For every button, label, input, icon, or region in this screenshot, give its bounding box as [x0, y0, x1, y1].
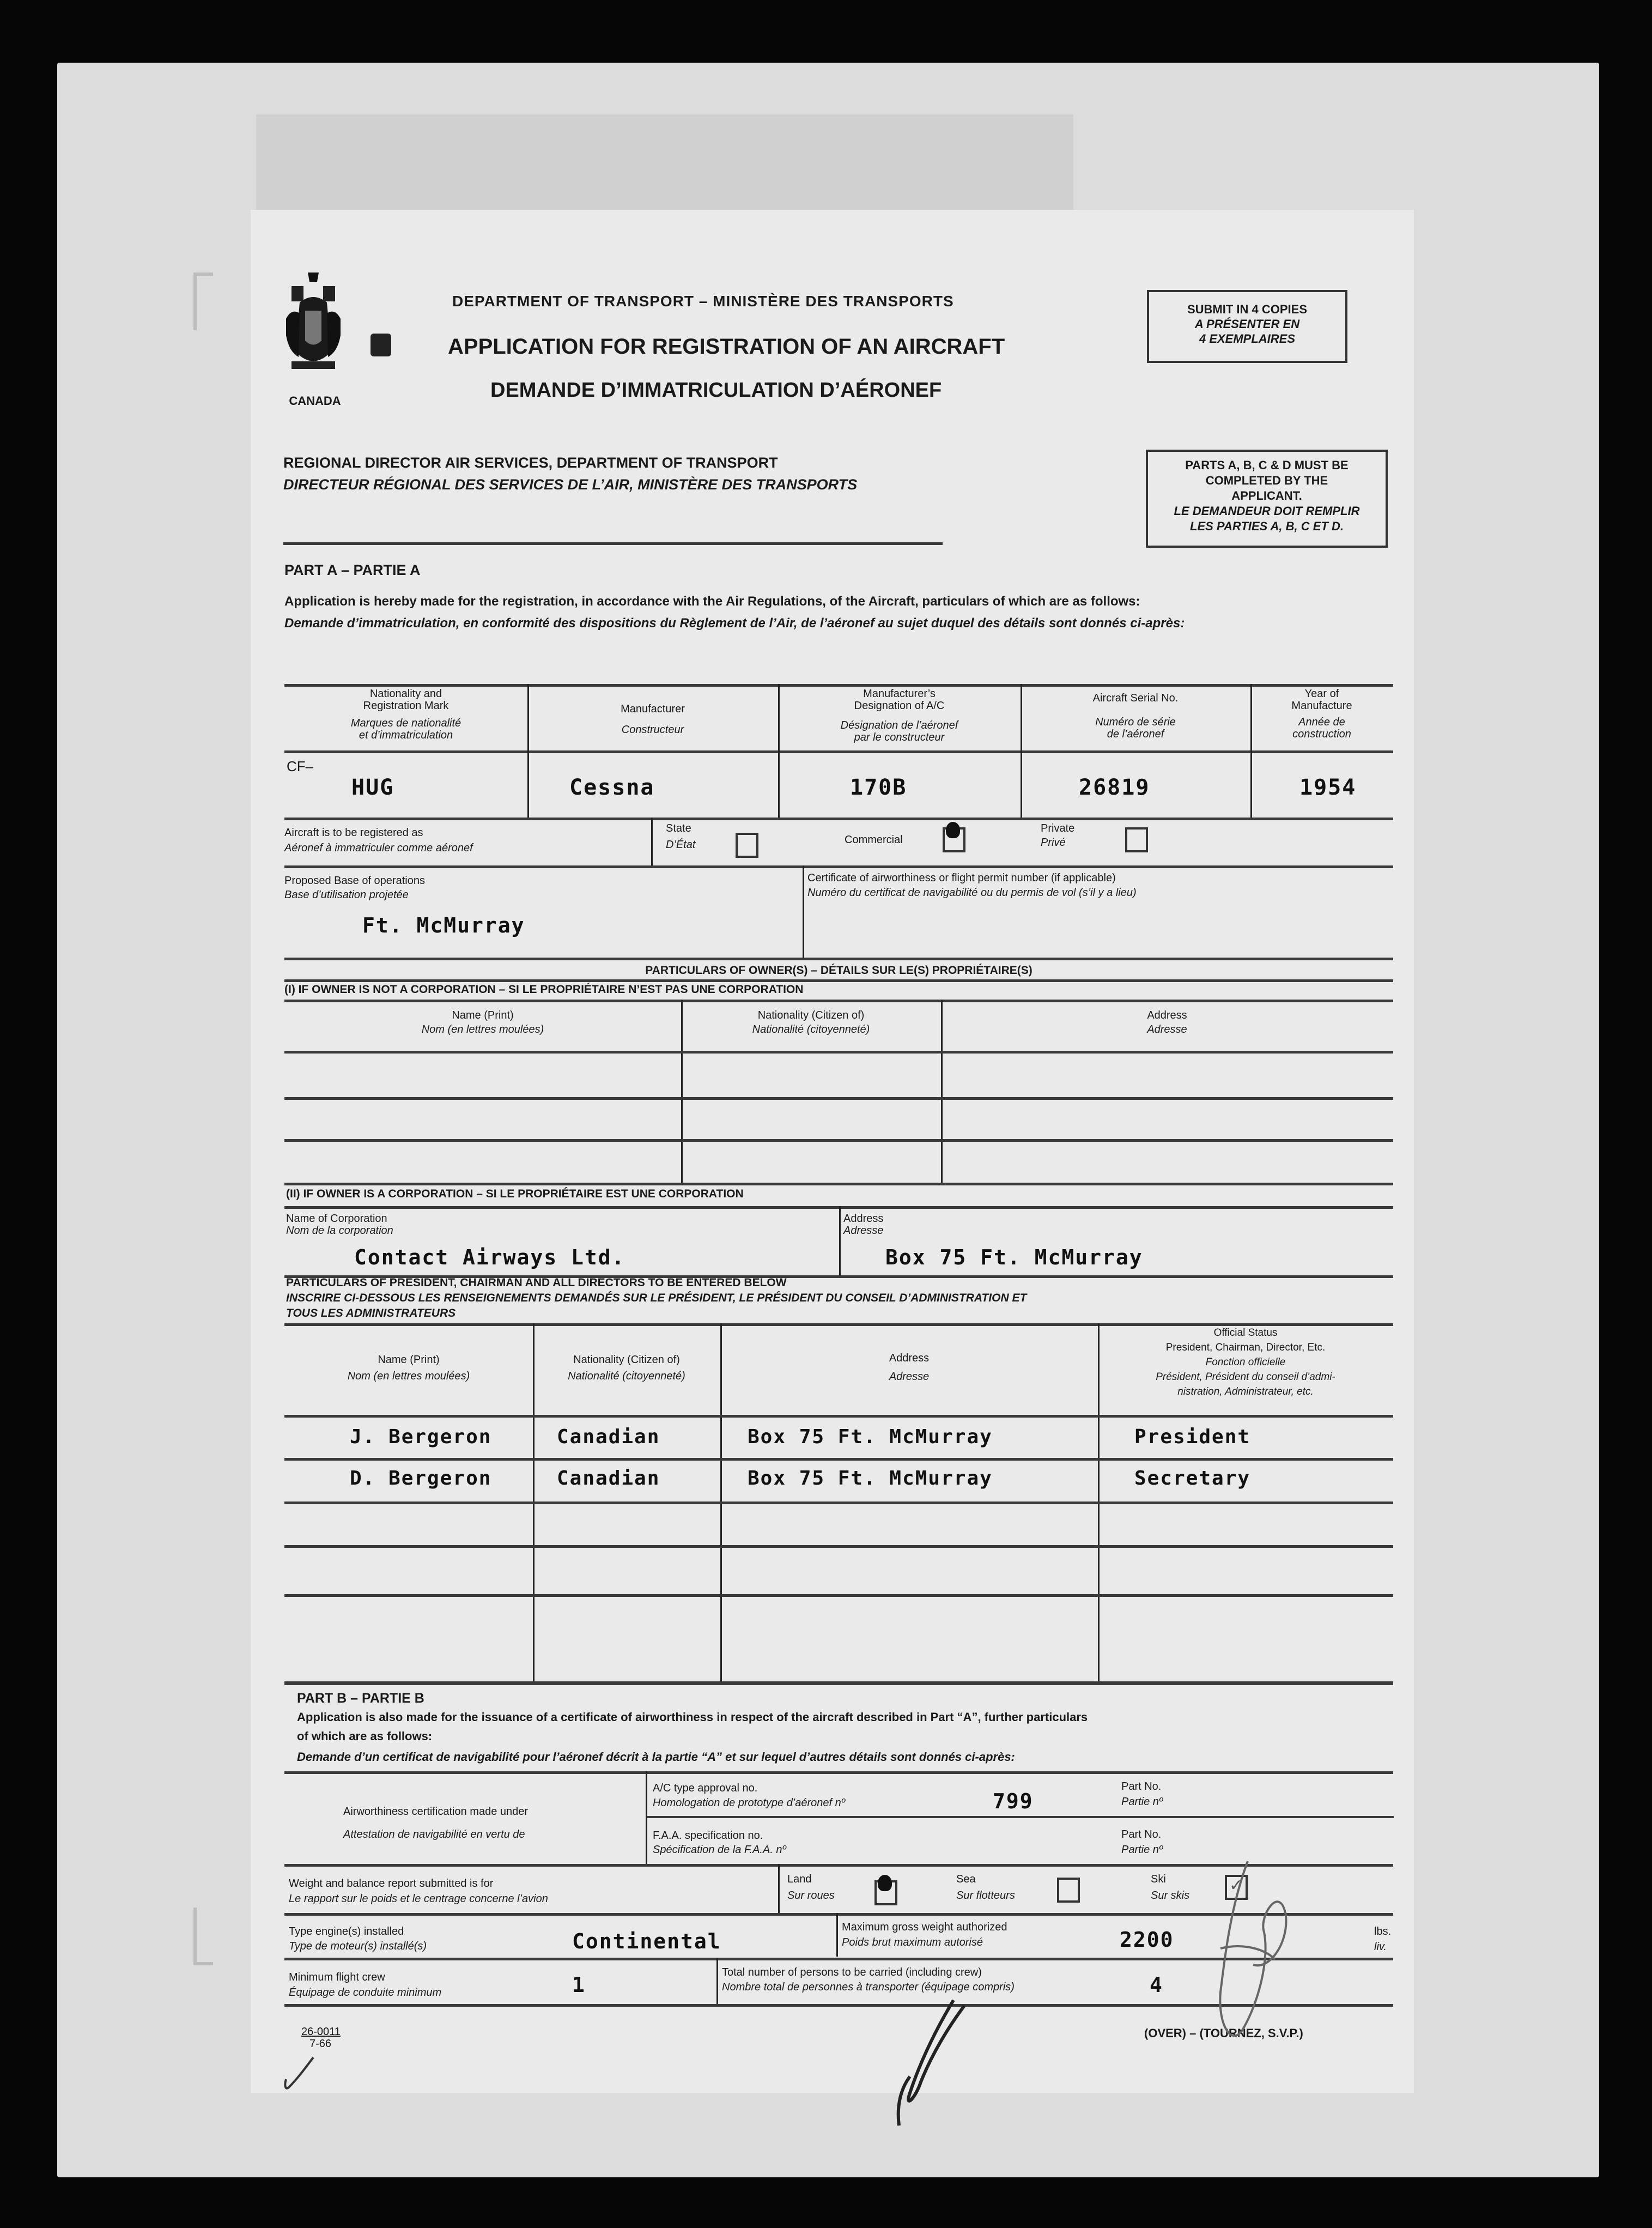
corner-bracket — [193, 1908, 213, 1965]
col-header-director-nationality — [533, 1352, 720, 1384]
table-rule — [284, 1000, 1393, 1002]
engine-value[interactable]: Continental — [572, 1929, 721, 1953]
col-header-en: Nationality (Citizen of) — [757, 1009, 865, 1021]
col-header-en: Name (Print) — [452, 1009, 514, 1021]
parts-notice-line: COMPLETED BY THE — [1205, 474, 1328, 487]
form-date: 7-66 — [309, 2038, 332, 2050]
table-rule — [647, 1816, 1394, 1818]
col-header-registration — [284, 688, 527, 741]
canada-coat-of-arms-icon — [283, 270, 343, 387]
weight-balance-label-en: Weight and balance report submitted is for — [289, 1878, 494, 1890]
corporation-address-value[interactable]: Box 75 Ft. McMurray — [885, 1245, 1143, 1269]
col-header-manufacturer — [527, 703, 778, 736]
director-status[interactable]: President — [1134, 1426, 1251, 1448]
col-header-fr: par le constructeur — [854, 731, 945, 743]
director-address[interactable]: Box 75 Ft. McMurray — [748, 1467, 993, 1490]
col-header-owner-nationality — [681, 1008, 941, 1037]
faa-label-fr: Spécification de la F.A.A. nº — [653, 1844, 786, 1856]
col-header-fr: Adresse — [1147, 1024, 1187, 1036]
part-no-label-fr: Partie nº — [1121, 1796, 1163, 1808]
check-mark-icon — [283, 2055, 316, 2093]
type-approval-label-fr: Homologation de prototype d’aéronef nº — [653, 1797, 846, 1809]
certification-label-en: Airworthiness certification made under — [343, 1806, 529, 1818]
col-header-fr: Nationalité (citoyenneté) — [568, 1370, 685, 1382]
addressee-line — [283, 542, 943, 545]
min-crew-value[interactable]: 1 — [572, 1973, 586, 1997]
initials-signature-icon — [1188, 1850, 1297, 2057]
option-ski-label: Ski — [1151, 1873, 1166, 1885]
col-header-owner-name — [284, 1008, 681, 1037]
owner-row[interactable] — [284, 1054, 1393, 1097]
directors-heading-fr: TOUS LES ADMINISTRATEURS — [286, 1307, 456, 1319]
corporation-address-label-fr: Adresse — [843, 1225, 884, 1237]
copies-notice-line: A PRÉSENTER EN — [1194, 317, 1300, 331]
director-address[interactable]: Box 75 Ft. McMurray — [748, 1426, 993, 1448]
weight-balance-label-fr: Le rapport sur le poids et le centrage concerne l’avion — [289, 1893, 548, 1905]
col-header-en: Aircraft Serial No. — [1092, 692, 1179, 704]
director-nationality[interactable]: Canadian — [557, 1467, 660, 1490]
table-rule — [284, 1771, 1393, 1774]
max-weight-unit-en: lbs. — [1374, 1926, 1392, 1938]
registered-as-label-fr: Aéronef à immatriculer comme aéronef — [284, 842, 473, 854]
option-state-label-fr: D’État — [666, 839, 696, 851]
parts-notice-line: APPLICANT. — [1231, 489, 1302, 502]
owner-row[interactable] — [284, 1142, 1393, 1181]
col-header-fr: Nom (en lettres moulées) — [421, 1024, 544, 1036]
copies-notice-line: 4 EXEMPLAIRES — [1199, 332, 1296, 346]
addressee-fr: DIRECTEUR RÉGIONAL DES SERVICES DE L’AIR, MINISTÈRE DES TRANSPORTS — [283, 476, 858, 493]
owner-row[interactable] — [284, 1100, 1393, 1139]
type-approval-label-en: A/C type approval no. — [653, 1782, 758, 1794]
corporation-name-label-fr: Nom de la corporation — [286, 1225, 393, 1237]
sea-checkbox[interactable] — [1057, 1878, 1080, 1903]
signature-icon — [872, 1995, 981, 2131]
country-label: CANADA — [289, 394, 341, 408]
col-header-en: Address — [1147, 1009, 1187, 1021]
registration-prefix: CF– — [287, 758, 314, 774]
director-nationality[interactable]: Canadian — [557, 1426, 660, 1448]
col-header-serial — [1021, 692, 1250, 740]
director-row[interactable] — [284, 1597, 1393, 1681]
table-divider — [839, 1206, 841, 1277]
col-header-designation — [778, 688, 1021, 743]
land-checkbox[interactable] — [874, 1880, 897, 1905]
parts-notice-line: LES PARTIES A, B, C ET D. — [1190, 519, 1344, 533]
min-crew-label-en: Minimum flight crew — [289, 1971, 385, 1983]
col-header-fr: et d’immatriculation — [359, 729, 453, 741]
manufacturer-value[interactable]: Cessna — [569, 775, 655, 800]
table-rule — [284, 818, 1393, 820]
col-header-fr: Marques de nationalité — [350, 717, 461, 729]
col-header-fr: Désignation de l’aéronef — [840, 719, 958, 731]
year-value[interactable]: 1954 — [1299, 775, 1357, 800]
commercial-checkbox[interactable] — [943, 827, 965, 852]
type-approval-value[interactable]: 799 — [993, 1789, 1034, 1813]
max-weight-unit-fr: liv. — [1374, 1941, 1387, 1953]
total-persons-value[interactable]: 4 — [1150, 1973, 1163, 1997]
table-rule — [284, 1681, 1393, 1685]
certificate-field[interactable] — [817, 905, 1384, 948]
col-header-en: Manufacturer — [621, 703, 685, 715]
department-title: DEPARTMENT OF TRANSPORT – MINISTÈRE DES TRANSPORTS — [452, 293, 954, 310]
part-b-intro-fr: Demande d’un certificat de navigabilité pour l’aéronef décrit à la partie “A” et sur lequel d’autres détails sont donnés ci-après: — [297, 1750, 1015, 1764]
col-header-sub-fr: nistration, Administrateur, etc. — [1177, 1386, 1314, 1397]
engine-label-en: Type engine(s) installed — [289, 1926, 404, 1938]
col-header-en: Address — [889, 1352, 930, 1364]
registration-mark-value[interactable]: HUG — [351, 775, 394, 800]
table-divider — [716, 1958, 718, 2004]
col-header-en: Designation of A/C — [854, 700, 945, 712]
directors-heading-en: PARTICULARS OF PRESIDENT, CHAIRMAN AND ALL DIRECTORS TO BE ENTERED BELOW — [286, 1276, 787, 1289]
form-number: 26-0011 — [301, 2026, 341, 2038]
col-header-fr: Adresse — [889, 1371, 930, 1383]
col-header-en: Name (Print) — [378, 1354, 440, 1366]
min-crew-label-fr: Équipage de conduite minimum — [289, 1987, 442, 1999]
registered-as-label-en: Aircraft is to be registered as — [284, 827, 423, 839]
table-divider — [651, 818, 653, 867]
corporation-heading: (II) IF OWNER IS A CORPORATION – SI LE PROPRIÉTAIRE EST UNE CORPORATION — [286, 1188, 744, 1200]
col-header-director-name — [284, 1352, 533, 1384]
part-b-intro-en-2: of which are as follows: — [297, 1729, 433, 1743]
option-ski-label-fr: Sur skis — [1151, 1890, 1190, 1902]
faa-spec-field[interactable] — [926, 1826, 1106, 1856]
option-land-label: Land — [787, 1873, 812, 1885]
option-land-label-fr: Sur roues — [787, 1890, 835, 1902]
corner-bracket — [193, 273, 213, 330]
copies-notice-line: SUBMIT IN 4 COPIES — [1187, 302, 1308, 316]
part-b-intro-en: Application is also made for the issuance of a certificate of airworthiness in respect of the aircraft described in Part “A”, further particulars — [297, 1710, 1088, 1724]
owners-heading: PARTICULARS OF OWNER(S) – DÉTAILS SUR LE(S) PROPRIÉTAIRE(S) — [645, 964, 1032, 977]
option-private-label: Private — [1041, 822, 1075, 834]
col-header-official-status — [1098, 1325, 1393, 1399]
individual-owner-heading: (I) IF OWNER IS NOT A CORPORATION – SI LE PROPRIÉTAIRE N’EST PAS UNE CORPORATION — [284, 983, 804, 996]
director-name[interactable]: D. Bergeron — [350, 1467, 492, 1490]
base-label-fr: Base d’utilisation projetée — [284, 889, 409, 901]
faa-label-en: F.A.A. specification no. — [653, 1830, 763, 1842]
col-header-fr: construction — [1292, 728, 1351, 740]
max-weight-value[interactable]: 2200 — [1120, 1928, 1174, 1952]
col-header-sub-fr: Président, Président du conseil d’admi- — [1156, 1371, 1335, 1383]
option-private-label-fr: Privé — [1041, 837, 1066, 849]
option-state-label: State — [666, 822, 691, 834]
state-checkbox[interactable] — [736, 833, 758, 858]
part-no-label-en: Part No. — [1121, 1781, 1162, 1793]
private-checkbox[interactable] — [1125, 827, 1148, 852]
director-name[interactable]: J. Bergeron — [350, 1426, 492, 1448]
part-a-heading: PART A – PARTIE A — [284, 562, 421, 578]
col-header-fr: Année de — [1298, 716, 1345, 728]
part-no-label-fr: Partie nº — [1121, 1844, 1163, 1856]
designation-value[interactable]: 170B — [850, 775, 907, 800]
director-row[interactable] — [284, 1548, 1393, 1594]
form-title-fr: DEMANDE D’IMMATRICULATION D’AÉRONEF — [490, 379, 942, 402]
option-sea-label-fr: Sur flotteurs — [956, 1890, 1015, 1902]
col-header-en: Registration Mark — [363, 700, 449, 712]
part-a-intro-en: Application is hereby made for the registration, in accordance with the Air Regulations, of the Aircraft, particulars of which are as follows: — [284, 594, 1140, 609]
certificate-label-en: Certificate of airworthiness or flight permit number (if applicable) — [807, 872, 1116, 884]
col-header-sub-en: President, Chairman, Director, Etc. — [1165, 1342, 1326, 1353]
corporation-name-value[interactable]: Contact Airways Ltd. — [354, 1245, 625, 1269]
option-sea-label: Sea — [956, 1873, 976, 1885]
col-header-fr: Nom (en lettres moulées) — [347, 1370, 470, 1382]
col-header-en: Official Status — [1213, 1327, 1278, 1339]
scan-shadow — [256, 114, 1073, 213]
director-row[interactable] — [284, 1461, 1393, 1502]
parts-notice-line: LE DEMANDEUR DOIT REMPLIR — [1174, 504, 1360, 518]
option-commercial-label: Commercial — [845, 834, 903, 846]
col-header-en: Nationality and — [369, 688, 442, 700]
total-persons-label-en: Total number of persons to be carried (including crew) — [722, 1966, 982, 1978]
table-rule — [284, 865, 1393, 868]
col-header-fr: Constructeur — [621, 724, 684, 736]
table-divider — [778, 1864, 780, 1913]
corporation-address-label-en: Address — [843, 1213, 884, 1225]
table-divider — [803, 865, 804, 958]
total-persons-label-fr: Nombre total de personnes à transporter (équipage compris) — [722, 1981, 1015, 1993]
engine-label-fr: Type de moteur(s) installé(s) — [289, 1940, 427, 1952]
certification-label-fr: Attestation de navigabilité en vertu de — [343, 1829, 525, 1840]
col-header-en: Year of — [1304, 688, 1339, 700]
table-divider — [836, 1913, 838, 1957]
col-header-fr: Numéro de série — [1095, 716, 1176, 728]
col-header-fr: Nationalité (citoyenneté) — [752, 1024, 870, 1036]
director-row[interactable] — [284, 1417, 1393, 1458]
col-header-en: Manufacturer’s — [863, 688, 936, 700]
certificate-label-fr: Numéro du certificat de navigabilité ou du permis de vol (s’il y a lieu) — [807, 887, 1137, 899]
table-rule — [284, 684, 1393, 687]
part-a-intro-fr: Demande d’immatriculation, en conformité des dispositions du Règlement de l’Air, de l’aéronef au sujet duquel des détails sont donnés ci-après: — [284, 616, 1185, 631]
col-header-owner-address — [941, 1008, 1393, 1037]
base-value[interactable]: Ft. McMurray — [362, 913, 525, 937]
max-weight-label-en: Maximum gross weight authorized — [842, 1921, 1007, 1933]
base-label-en: Proposed Base of operations — [284, 875, 425, 887]
max-weight-label-fr: Poids brut maximum autorisé — [842, 1936, 983, 1948]
col-header-year — [1250, 688, 1393, 740]
col-header-fr: de l’aéronef — [1107, 728, 1164, 740]
table-rule — [284, 750, 1393, 753]
director-row[interactable] — [284, 1504, 1393, 1545]
parts-notice-line: PARTS A, B, C & D MUST BE — [1185, 458, 1349, 472]
col-header-en: Nationality (Citizen of) — [573, 1354, 680, 1366]
part-no-label-en: Part No. — [1121, 1829, 1162, 1840]
form-title-en: APPLICATION FOR REGISTRATION OF AN AIRCRAFT — [448, 335, 1005, 359]
col-header-en: Manufacture — [1291, 700, 1352, 712]
col-header-director-address — [720, 1349, 1098, 1386]
emblem-mark — [371, 334, 391, 356]
director-status[interactable]: Secretary — [1134, 1467, 1251, 1490]
col-header-fr: Fonction officielle — [1205, 1357, 1286, 1368]
corporation-name-label-en: Name of Corporation — [286, 1213, 387, 1225]
serial-value[interactable]: 26819 — [1079, 775, 1150, 800]
addressee-en: REGIONAL DIRECTOR AIR SERVICES, DEPARTMENT OF TRANSPORT — [283, 455, 778, 471]
directors-heading-fr: INSCRIRE CI-DESSOUS LES RENSEIGNEMENTS DEMANDÉS SUR LE PRÉSIDENT, LE PRÉSIDENT DU CONSEIL D’ADMINISTRATION ET — [286, 1292, 1027, 1304]
part-b-heading: PART B – PARTIE B — [297, 1691, 424, 1706]
over-note: (OVER) – (TOURNEZ, S.V.P.) — [1144, 2026, 1303, 2040]
table-rule — [284, 958, 1393, 960]
